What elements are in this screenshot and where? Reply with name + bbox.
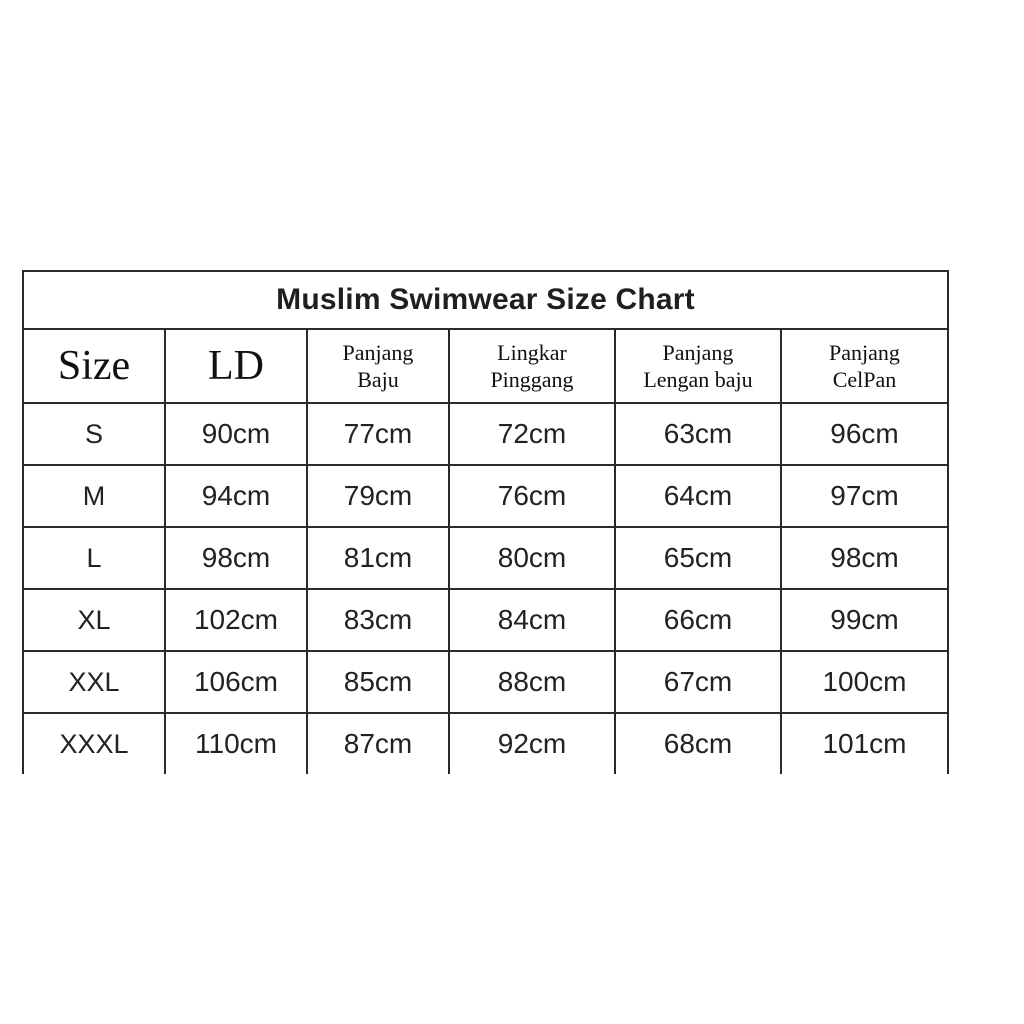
table-cell: 106cm bbox=[165, 651, 307, 713]
table-cell: 65cm bbox=[615, 527, 781, 589]
header-line: Panjang bbox=[829, 339, 900, 365]
table-cell: 101cm bbox=[781, 713, 948, 774]
table-cell: 81cm bbox=[307, 527, 449, 589]
table-cell: 110cm bbox=[165, 713, 307, 774]
table-row bbox=[23, 403, 948, 465]
header-panjang-baju bbox=[307, 329, 449, 403]
table-cell: 72cm bbox=[449, 403, 615, 465]
header-size: Size bbox=[23, 329, 165, 403]
size-cell: S bbox=[23, 403, 165, 465]
table-cell: 88cm bbox=[449, 651, 615, 713]
table-cell: 68cm bbox=[615, 713, 781, 774]
header-row bbox=[23, 329, 948, 403]
header-line: Pinggang bbox=[490, 367, 574, 392]
table-row bbox=[23, 651, 948, 713]
header-panjang-celpan bbox=[781, 329, 948, 403]
table-cell: 76cm bbox=[449, 465, 615, 527]
table-cell: 67cm bbox=[615, 651, 781, 713]
table-row bbox=[23, 589, 948, 651]
header-line: Lengan baju bbox=[643, 367, 753, 392]
table-cell: 97cm bbox=[781, 465, 948, 527]
table-cell: 92cm bbox=[449, 713, 615, 774]
size-chart-table bbox=[22, 270, 949, 774]
size-cell: XXXL bbox=[23, 713, 165, 774]
header-line: CelPan bbox=[832, 367, 897, 392]
header-line: Panjang bbox=[662, 339, 734, 365]
table-cell: 102cm bbox=[165, 589, 307, 651]
table-row bbox=[23, 713, 948, 774]
header-line: Lingkar bbox=[497, 339, 567, 365]
table-cell: 85cm bbox=[307, 651, 449, 713]
title-row bbox=[23, 271, 948, 329]
table-cell: 77cm bbox=[307, 403, 449, 465]
size-cell: L bbox=[23, 527, 165, 589]
table-cell: 98cm bbox=[781, 527, 948, 589]
table-cell: 79cm bbox=[307, 465, 449, 527]
header-line: Panjang bbox=[342, 339, 414, 365]
table-cell: 94cm bbox=[165, 465, 307, 527]
header-ld: LD bbox=[165, 329, 307, 403]
table-cell: 83cm bbox=[307, 589, 449, 651]
size-cell: XXL bbox=[23, 651, 165, 713]
table-cell: 66cm bbox=[615, 589, 781, 651]
table-cell: 98cm bbox=[165, 527, 307, 589]
size-cell: M bbox=[23, 465, 165, 527]
header-lingkar-pinggang bbox=[449, 329, 615, 403]
chart-title: Muslim Swimwear Size Chart bbox=[23, 271, 948, 329]
table-cell: 90cm bbox=[165, 403, 307, 465]
table-cell: 63cm bbox=[615, 403, 781, 465]
table-cell: 87cm bbox=[307, 713, 449, 774]
table-cell: 96cm bbox=[781, 403, 948, 465]
size-cell: XL bbox=[23, 589, 165, 651]
table-row bbox=[23, 465, 948, 527]
header-panjang-lengan-baju bbox=[615, 329, 781, 403]
table-row bbox=[23, 527, 948, 589]
table-cell: 100cm bbox=[781, 651, 948, 713]
table-cell: 84cm bbox=[449, 589, 615, 651]
header-line: Baju bbox=[357, 367, 399, 392]
table-cell: 64cm bbox=[615, 465, 781, 527]
table-cell: 99cm bbox=[781, 589, 948, 651]
table-cell: 80cm bbox=[449, 527, 615, 589]
